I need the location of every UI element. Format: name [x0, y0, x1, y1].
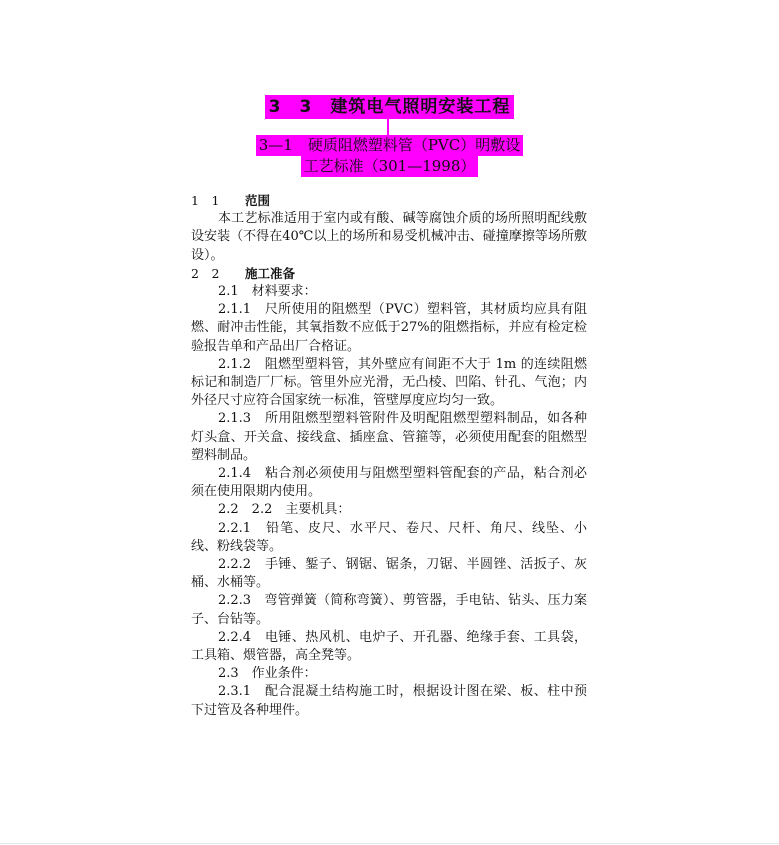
section-heading-preparation [191, 265, 587, 283]
section-title-line1: 3—1 硬质阻燃塑料管（PVC）明敷设 [256, 135, 524, 156]
paragraph-2-1-3: 2.1.3 所用阻燃型塑料管附件及明配阻燃型塑料制品，如各种灯头盒、开关盒、接线盒、插座盒、管箍等，必须使用配套的阻燃型塑料制品。 [191, 411, 587, 463]
paragraph-2-1-4: 2.1.4 粘合剂必须使用与阻燃型塑料管配套的产品，粘合剂必须在使用限期内使用。 [191, 466, 587, 500]
chapter-title-block [0, 95, 779, 119]
section-heading-scope [191, 192, 587, 210]
section-title-line2: 工艺标准（301—1998） [301, 156, 479, 177]
paragraph-2-2-1: 2.2.1 铅笔、皮尺、水平尺、卷尺、尺杆、角尺、线坠、小线、粉线袋等。 [191, 520, 587, 554]
paragraph-2-1: 2.1 材料要求： [218, 284, 317, 300]
page-bottom-edge [0, 843, 779, 844]
paragraph-2-3: 2.3 作业条件： [218, 666, 317, 682]
paragraph-2-2-4: 2.2.4 电锤、热风机、电炉子、开孔器、绝缘手套、工具袋，工具箱、煨管器，高全凳等。 [191, 629, 587, 664]
paragraph-2-3-1: 2.3.1 配合混凝土结构施工时，根据设计图在梁、板、柱中预下过管及各种埋件。 [191, 684, 587, 718]
section-number: 1 1 [191, 193, 220, 208]
paragraph-2-1-1: 2.1.1 尺所使用的阻燃型（PVC）塑料管，其材质均应具有阻燃、耐冲击性能，其氧指数不应低于27%的阻燃指标，并应有检定检验报告单和产品出厂合格证。 [191, 302, 587, 354]
paragraph-2-2-2: 2.2.2 手锤、錾子、钢锯、锯条，刀锯、半圆锉、活扳子、灰桶、水桶等。 [191, 557, 587, 591]
section-title: 范围 [245, 193, 271, 208]
section-title-block [0, 135, 779, 177]
paragraph-2-1-2: 2.1.2 阻燃型塑料管，其外壁应有间距不大于 1m 的连续阻燃标记和制造厂厂标。管里外应光滑，无凸棱、凹陷、针孔、气泡；内外径尺寸应符合国家统一标准，管壁厚度应均匀一致。 [191, 356, 587, 409]
title-connector [387, 118, 389, 135]
paragraph-2-2: 2.2 2.2 主要机具： [218, 502, 351, 518]
body-text [191, 192, 587, 720]
section-title: 施工准备 [245, 265, 296, 281]
paragraph-2-2-3: 2.2.3 弯管弹簧（简称弯簧）、剪管器，手电钻、钻头、压力案子、台钻等。 [191, 593, 587, 627]
paragraph-scope: 本工艺标准适用于室内或有酸、碱等腐蚀介质的场所照明配线敷设安装（不得在40℃以上的场所和易受机械冲击、碰撞摩擦等场所敷设）。 [191, 211, 587, 263]
chapter-title: 3 3 建筑电气照明安装工程 [265, 95, 515, 119]
section-number: 2 2 [191, 265, 220, 281]
